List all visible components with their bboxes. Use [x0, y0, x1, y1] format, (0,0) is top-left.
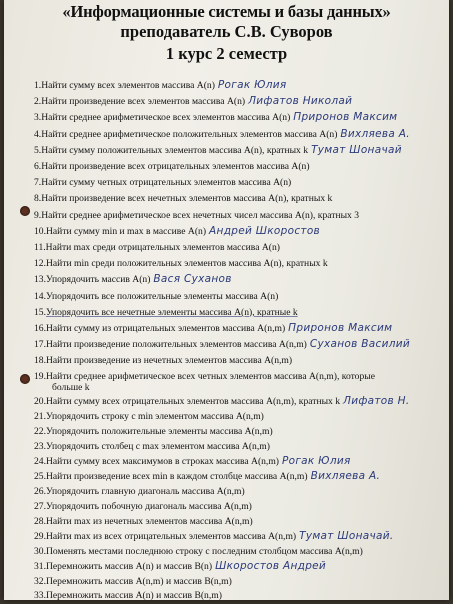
task-item [34, 516, 444, 527]
task-item [34, 531, 444, 542]
task-number: 2. [34, 96, 42, 108]
handwritten-student-name: Приронов Максим [288, 322, 393, 334]
task-text: Найти среднее арифметическое положительных элементов массива A(n) [41, 128, 338, 140]
task-text: Найти произведение всех элементов массива A(n) [41, 96, 246, 108]
task-number: 7. [34, 177, 42, 189]
handwritten-student-name: Лифатов Николай [248, 95, 353, 108]
task-text: Упорядочить массив A(n) [46, 274, 151, 286]
binder-hole-top [20, 206, 30, 216]
task-item [34, 226, 444, 237]
task-text: Найти min среди положительных элементов массива A(n), кратных k [46, 258, 328, 270]
task-text: Найти произведение всех min в каждом столбце массива A(n,m) [46, 471, 308, 482]
task-number: 13. [34, 274, 46, 286]
task-item [34, 274, 444, 285]
task-text: Найти среднее арифметическое всех нечетных чисел массива A(n), кратных 3 [41, 209, 360, 221]
task-number: 12. [34, 258, 46, 270]
task-text: Упорядочить столбец с max элементом массива A(n,m) [46, 441, 270, 452]
handwritten-student-name: Вася Суханов [153, 273, 232, 286]
task-text: Найти сумму всех отрицательных элементов массива A(n,m), кратных k [46, 396, 341, 407]
task-number: 16. [34, 323, 46, 334]
task-item [34, 501, 444, 512]
handwritten-student-name: Тумат Шоначай. [299, 530, 394, 542]
task-text: Перемножить массив A(n,m) и массив B(n,m) [46, 576, 232, 587]
task-text: Найти сумму четных отрицательных элементов массива A(n) [41, 177, 292, 189]
task-item [34, 307, 444, 318]
task-item [34, 411, 444, 422]
task-item [34, 471, 444, 482]
task-text: Найти max из всех отрицательных элементов массива A(n,m) [46, 531, 297, 542]
task-text: Найти произведение всех нечетных элементов массива A(n), кратных k [41, 193, 333, 205]
task-text: Упорядочить все нечетные элементы массива A(n), кратные k [46, 306, 298, 318]
task-text: Упорядочить все положительные элементы массива A(n) [46, 290, 279, 302]
task-number: 23. [34, 441, 46, 452]
task-number: 1. [34, 80, 42, 91]
task-number: 5. [34, 144, 42, 156]
task-text: Найти сумму положительных элементов массива A(n), кратных k [41, 144, 309, 156]
task-number: 26. [34, 486, 46, 497]
task-item [34, 129, 444, 140]
task-item [34, 193, 444, 204]
handwritten-student-name: Лифатов Н. [343, 395, 410, 407]
handwritten-student-name: Тумат Шоначай [311, 143, 402, 156]
task-item [34, 441, 444, 452]
task-item [34, 242, 444, 253]
task-item [34, 355, 444, 366]
task-text: Упорядочить строку с min элементом массива A(n,m) [46, 411, 264, 422]
task-item [34, 291, 444, 302]
task-item [34, 112, 444, 123]
task-item [34, 177, 444, 188]
task-number: 17. [34, 339, 46, 351]
handwritten-student-name: Вихляева А. [310, 470, 381, 482]
task-number: 3. [34, 112, 42, 124]
task-number: 24. [34, 456, 46, 467]
task-number: 30. [34, 546, 46, 557]
task-number: 25. [34, 471, 46, 482]
handwritten-student-name: Вихляева А. [340, 127, 410, 140]
task-number: 27. [34, 501, 46, 512]
task-item [34, 210, 444, 221]
paper-sheet [4, 0, 449, 600]
handwritten-student-name: Рогак Юлия [217, 79, 287, 91]
task-item [34, 546, 444, 557]
task-item [34, 161, 444, 172]
handwritten-student-name: Приронов Максим [293, 111, 398, 124]
task-number: 9. [34, 209, 42, 221]
task-number: 15. [34, 306, 46, 318]
task-item [34, 323, 444, 334]
task-text: Найти сумму из отрицательных элементов массива A(n,m) [46, 323, 286, 334]
task-item [34, 96, 444, 107]
task-number: 21. [34, 411, 46, 422]
task-item [34, 145, 444, 156]
task-text: Найти сумму всех элементов массива A(n) [41, 80, 215, 91]
task-item [34, 80, 444, 91]
task-text: Найти max из нечетных элементов массива A(n,m) [46, 516, 253, 527]
task-number: 20. [34, 396, 46, 407]
task-item [34, 486, 444, 497]
task-text: Упорядочить главную диагональ массива A(n,m) [46, 486, 245, 497]
task-text: Поменять местами последнюю строку с последним столбцом массива A(n,m) [46, 546, 363, 557]
task-text: Перемножить массив A(n) и массив B(n,m) [46, 590, 222, 600]
task-number: 32. [34, 576, 46, 587]
handwritten-student-name: Рогак Юлия [282, 455, 351, 467]
task-text: Перемножить массив A(n) и массив B(n) [46, 561, 213, 572]
task-item [34, 561, 444, 572]
document-title: «Информационные системы и базы данных» [62, 2, 391, 21]
course-line: 1 курс 2 семестр [165, 44, 288, 63]
task-item [34, 456, 444, 467]
task-number: 28. [34, 516, 46, 527]
teacher-line: преподаватель С.В. Суворов [120, 22, 333, 41]
handwritten-student-name: Шкоростов Андрей [215, 560, 327, 572]
task-text: Найти сумму всех максимумов в строках массива A(n,m) [46, 456, 279, 467]
task-text-continuation: больше k [52, 382, 90, 393]
task-number: 19. [34, 371, 46, 382]
task-text: Найти max среди отрицательных элементов массива A(n) [45, 242, 280, 253]
task-number: 31. [34, 561, 46, 572]
task-item [34, 426, 444, 437]
task-number: 22. [34, 426, 46, 437]
task-number: 14. [34, 290, 46, 302]
task-item [34, 371, 444, 393]
task-item [34, 396, 444, 407]
task-number: 29. [34, 531, 46, 542]
task-number: 11. [34, 242, 46, 253]
task-item [34, 576, 444, 587]
task-number: 6. [34, 161, 42, 172]
task-number: 18. [34, 355, 46, 367]
task-item [34, 339, 444, 350]
task-item [34, 258, 444, 269]
task-number: 4. [34, 128, 42, 140]
task-text: Найти произведение из нечетных элементов массива A(n,m) [46, 355, 293, 367]
task-text: Найти среднее арифметическое всех элементов массива A(n) [41, 112, 291, 124]
task-text: Найти произведение положительных элементов массива A(n,m) [46, 339, 307, 351]
task-text: Найти произведение всех отрицательных элементов массива A(n) [41, 161, 310, 172]
task-text: Упорядочить положительные элементы массива A(n,m) [46, 426, 273, 437]
task-text: Найти среднее арифметическое всех четных элементов массива A(n,m), которые [46, 371, 375, 382]
task-number: 10. [34, 225, 46, 237]
handwritten-student-name: Андрей Шкоростов [209, 224, 321, 237]
task-item [34, 590, 444, 600]
task-text: Упорядочить побочную диагональ массива A(n,m) [46, 501, 252, 512]
binder-hole-bottom [20, 374, 30, 384]
task-text: Найти сумму min и max в массиве A(n) [46, 225, 207, 237]
task-number: 33. [34, 590, 46, 600]
task-number: 8. [34, 193, 42, 205]
handwritten-student-name: Суханов Василий [309, 338, 410, 351]
